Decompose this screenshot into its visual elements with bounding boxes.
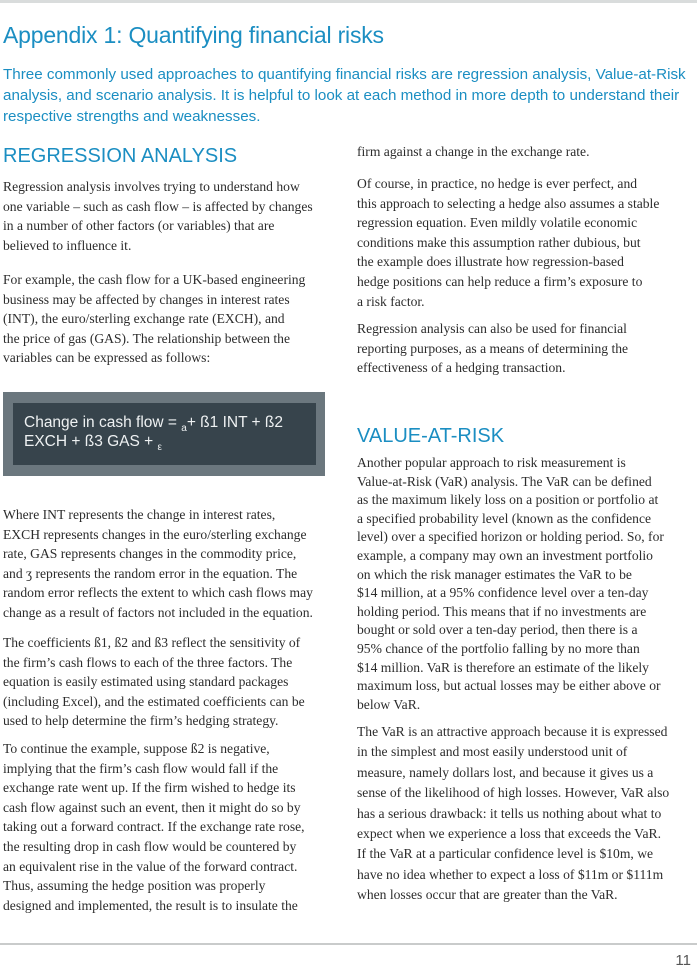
text-line: $14 million. VaR is therefore an estimate of the likely xyxy=(357,659,649,675)
text-line: have no idea whether to expect a loss of $11m or $111m xyxy=(357,866,664,882)
text-line: Where INT represents the change in interest rates, xyxy=(3,507,276,522)
text-line: Value-at-Risk (VaR) analysis. The VaR can be defined xyxy=(357,473,652,489)
text-line: regression equation. Even mildly volatile economic xyxy=(357,215,638,231)
page-number: 11 xyxy=(675,952,691,969)
text-line: in a number of other factors (or variables) that are xyxy=(3,218,275,234)
text-line: believed to influence it. xyxy=(3,237,132,253)
text-line: this approach to selecting a hedge also assumes a stable xyxy=(357,195,660,211)
text-line: EXCH represents changes in the euro/sterling exchange xyxy=(3,526,307,542)
text-line: and ʒ represents the random error in the equation. The xyxy=(3,565,298,581)
text-line: the example does illustrate how regression-based xyxy=(357,254,624,270)
alpha-symbol: a xyxy=(181,423,187,435)
text-line: random error reflects the extent to which cash flows may xyxy=(3,585,313,601)
page-title: Appendix 1: Quantifying financial risks xyxy=(3,22,384,48)
regression-paragraph-4 xyxy=(3,633,305,731)
text-line: used to help determine the firm’s hedging strategy. xyxy=(3,713,279,729)
text-line: If the VaR at a particular confidence level is $10m, we xyxy=(357,846,654,862)
text-line: analysis, and scenario analysis. It is helpful to look at each method in more depth to understand their xyxy=(3,87,680,104)
text-line: The VaR is an attractive approach because it is expressed xyxy=(357,724,668,739)
text-line: variables can be expressed as follows: xyxy=(3,350,211,366)
text-line: Three commonly used approaches to quantifying financial risks are regression analysis, Value-at-Risk xyxy=(3,66,686,83)
text-line: equation is easily estimated using standard packages xyxy=(3,674,289,690)
text-line: in the simplest and most easily understood unit of xyxy=(357,744,628,760)
text-line: rate, GAS represents changes in the commodity price, xyxy=(3,546,297,562)
text-line: the firm’s cash flows to each of the three factors. The xyxy=(3,654,293,670)
text-line: maximum loss, but actual losses may be either above or xyxy=(357,678,661,694)
text-line: hedge positions can help reduce a firm’s exposure to xyxy=(357,273,643,289)
var-paragraph-2 xyxy=(357,722,669,906)
text-line: expect when we experience a loss that exceeds the VaR. xyxy=(357,826,661,842)
formula: Change in cash flow = $_a$+ ß1 INT + ß2 EXCH + ß3 GAS + $_\varepsilon$ xyxy=(24,414,284,454)
text-line: below VaR. xyxy=(357,696,421,712)
text-line: level) over a specified horizon or holding period. So, for xyxy=(357,529,664,545)
text-line: cash flow against such an event, then it might do so by xyxy=(3,799,301,815)
text-line: respective strengths and weaknesses. xyxy=(3,108,261,125)
heading-value-at-risk: VALUE-AT-RISK xyxy=(357,425,505,447)
text-line: Thus, assuming the hedge position was properly xyxy=(3,878,266,894)
text-line: has a serious drawback: it tells us nothing about what to xyxy=(357,805,662,821)
text-line: implying that the firm’s cash flow would fall if the xyxy=(3,760,279,776)
text-line: the resulting drop in cash flow would be countered by xyxy=(3,838,297,854)
text-line: example, a company may own an investment portfolio xyxy=(357,547,653,563)
text-line: designed and implemented, the result is to insulate the xyxy=(3,897,298,913)
text-line: conditions make this assumption rather dubious, but xyxy=(357,234,641,250)
text-line: bought or sold over a ten-day period, then there is a xyxy=(357,622,638,638)
regression-paragraph-1 xyxy=(3,177,313,255)
text-line: (including Excel), and the estimated coefficients can be xyxy=(3,693,305,709)
regression-paragraph-7 xyxy=(357,319,628,378)
top-border xyxy=(0,0,697,3)
text-line: exchange rate went up. If the firm wished to hedge its xyxy=(3,780,296,796)
intro-paragraph xyxy=(3,64,686,127)
regression-paragraph-5 xyxy=(3,739,305,915)
regression-paragraph-3 xyxy=(3,505,313,623)
text-line: The coefficients ß1, ß2 and ß3 reflect the sensitivity of xyxy=(3,635,301,650)
text-line: the price of gas (GAS). The relationship between the xyxy=(3,330,291,346)
text-line: firm against a change in the exchange rate. xyxy=(357,144,590,159)
text-line: one variable – such as cash flow – is affected by changes xyxy=(3,198,313,214)
regression-paragraph-6 xyxy=(357,174,659,311)
text-line: when losses occur that are greater than the VaR. xyxy=(357,887,618,903)
text-line: effectiveness of a hedging transaction. xyxy=(357,360,566,376)
regression-paragraph-5-continued xyxy=(357,142,590,162)
text-line: an equivalent rise in the value of the forward contract. xyxy=(3,858,298,874)
epsilon-symbol: ε xyxy=(157,442,162,454)
text-line: Regression analysis can also be used for financial xyxy=(357,321,627,336)
text-line: Regression analysis involves trying to understand how xyxy=(3,179,300,194)
text-line: To continue the example, suppose ß2 is negative, xyxy=(3,741,270,756)
text-line: as the maximum likely loss on a position or portfolio at xyxy=(357,492,659,508)
text-line: measure, namely dollars lost, and because it gives us a xyxy=(357,764,654,780)
formula-box xyxy=(3,392,325,476)
text-line: For example, the cash flow for a UK-based engineering xyxy=(3,272,306,287)
text-line: change as a result of factors not included in the equation. xyxy=(3,604,313,620)
heading-regression-analysis: REGRESSION ANALYSIS xyxy=(3,145,238,167)
text-line: a risk factor. xyxy=(357,293,425,309)
text-line: on which the risk manager estimates the VaR to be xyxy=(357,566,632,582)
var-paragraph-1 xyxy=(357,454,664,714)
text-line: Another popular approach to risk measurement is xyxy=(357,455,626,470)
regression-paragraph-2 xyxy=(3,270,305,368)
text-line: sense of the likelihood of high losses. However, VaR also xyxy=(357,785,670,801)
text-line: Of course, in practice, no hedge is ever perfect, and xyxy=(357,176,638,191)
text-line: $14 million, at a 95% confidence level over a ten-day xyxy=(357,585,649,601)
text-line: a specified probability level (known as the confidence xyxy=(357,510,652,526)
footer-divider xyxy=(0,943,697,945)
text-line: (INT), the euro/sterling exchange rate (EXCH), and xyxy=(3,311,285,327)
text-line: business may be affected by changes in interest rates xyxy=(3,291,290,307)
text-line: taking out a forward contract. If the exchange rate rose, xyxy=(3,819,305,835)
text-line: 95% chance of the portfolio falling by no more than xyxy=(357,640,640,656)
text-line: reporting purposes, as a means of determining the xyxy=(357,340,629,356)
text-line: holding period. This means that if no investments are xyxy=(357,603,647,619)
